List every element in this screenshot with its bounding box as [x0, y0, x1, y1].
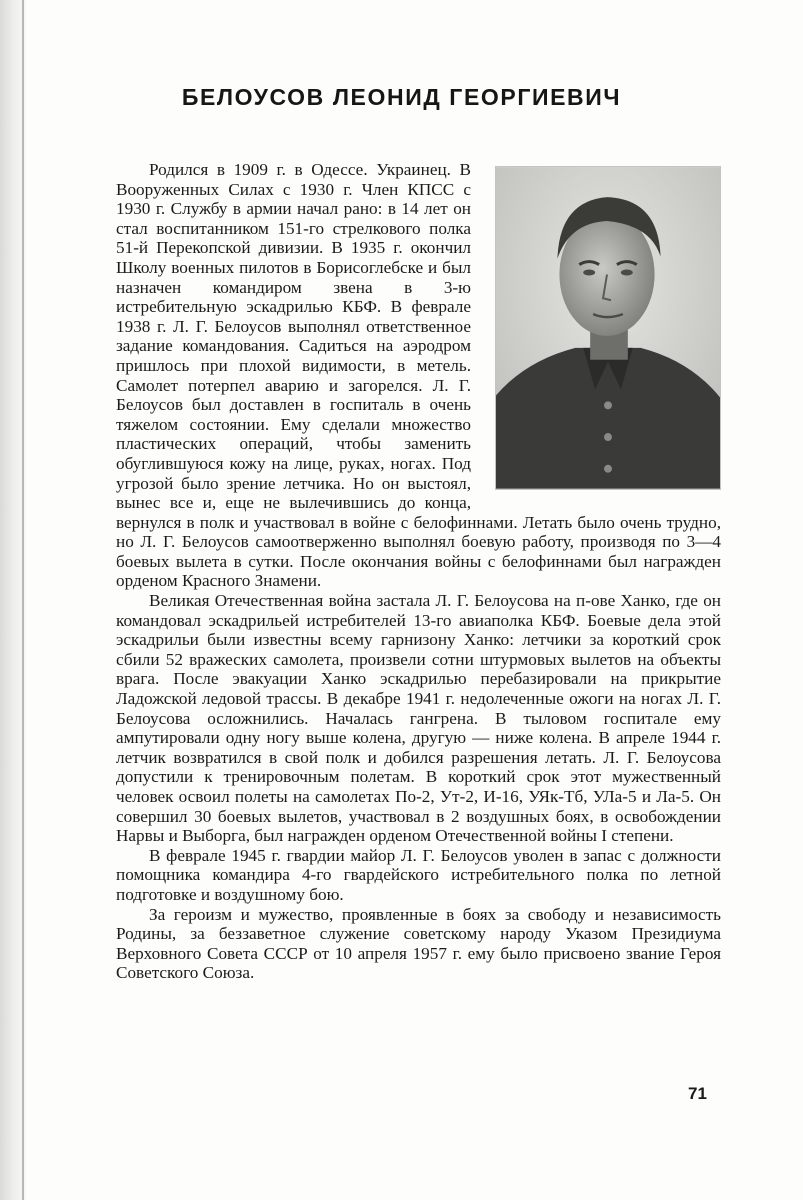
page-title: БЕЛОУСОВ ЛЕОНИД ГЕОРГИЕВИЧ — [181, 84, 622, 110]
binding-line — [22, 0, 24, 1200]
paragraph-3: В феврале 1945 г. гвардии майор Л. Г. Белоусов уволен в запас с должности помощника командира 4-го гвардейского истребительного полка по летной подготовке и воздушному бою. — [116, 845, 721, 904]
portrait-image — [496, 167, 720, 489]
page-number: 71 — [688, 1084, 707, 1103]
biography-text — [116, 160, 721, 983]
portrait-photo — [495, 166, 721, 490]
paragraph-1: Родился в 1909 г. в Одессе. Украинец. В Вооруженных Силах с 1930 г. Член КПСС с 1930 г. Службу в армии начал рано: в 14 лет он стал воспитанником 151-го стрелкового полка 51-й Перекопской дивизии. В 1935 г. окончил Школу военных пилотов в Борисоглебске и был назначен командиром звена в 3-ю истребительную эскадрилью КБФ. В феврале 1938 г. Л. Г. Белоусов выполнял ответственное задание командования. Садиться на аэродром пришлось при плохой видимости, в метель. Самолет потерпел аварию и загорелся. Л. Г. Белоусов был доставлен в госпиталь в очень тяжелом состоянии. Ему сделали множество пластических операций, чтобы заменить обуглившуюся кожу на лице, руках, ногах. Под угрозой было зрение летчика. Но он выстоял, вынес все и, еще не вылечившись до конца, вернулся в полк и участвовал в войне с белофиннами. Летать было очень трудно, но Л. Г. Белоусов самоотверженно выполнял боевую работу, производя по 3—4 боевых вылета в сутки. После окончания войны с белофиннами был награжден орденом Красного Знамени. — [116, 160, 721, 591]
paragraph-2: Великая Отечественная война застала Л. Г. Белоусова на п-ове Ханко, где он командовал эскадрильей истребителей 13-го авиаполка КБФ. Боевые дела этой эскадрильи были известны всему гарнизону Ханко: летчики за короткий срок сбили 52 вражеских самолета, произвели сотни штурмовых вылетов на объекты врага. После эвакуации Ханко эскадрилью перебазировали на прикрытие Ладожской ледовой трассы. В декабре 1941 г. недолеченные ожоги на ногах Л. Г. Белоусова осложнились. Началась гангрена. В тыловом госпитале ему ампутировали одну ногу выше колена, другую — ниже колена. В апреле 1944 г. летчик возвратился в свой полк и добился разрешения летать. Л. Г. Белоусова допустили к тренировочным полетам. В короткий срок этот мужественный человек освоил полеты на самолетах По-2, Ут-2, И-16, УЯк-Тб, УЛа-5 и Ла-5. Он совершил 30 боевых вылетов, участвовал в 2 воздушных боях, в освобождении Нарвы и Выборга, был награжден орденом Отечественной войны I степени. — [116, 591, 721, 846]
paragraph-4: За героизм и мужество, проявленные в боях за свободу и независимость Родины, за беззаветное служение советскому народу Указом Президиума Верховного Совета СССР от 10 апреля 1957 г. ему было присвоено звание Героя Советского Союза. — [116, 904, 721, 983]
